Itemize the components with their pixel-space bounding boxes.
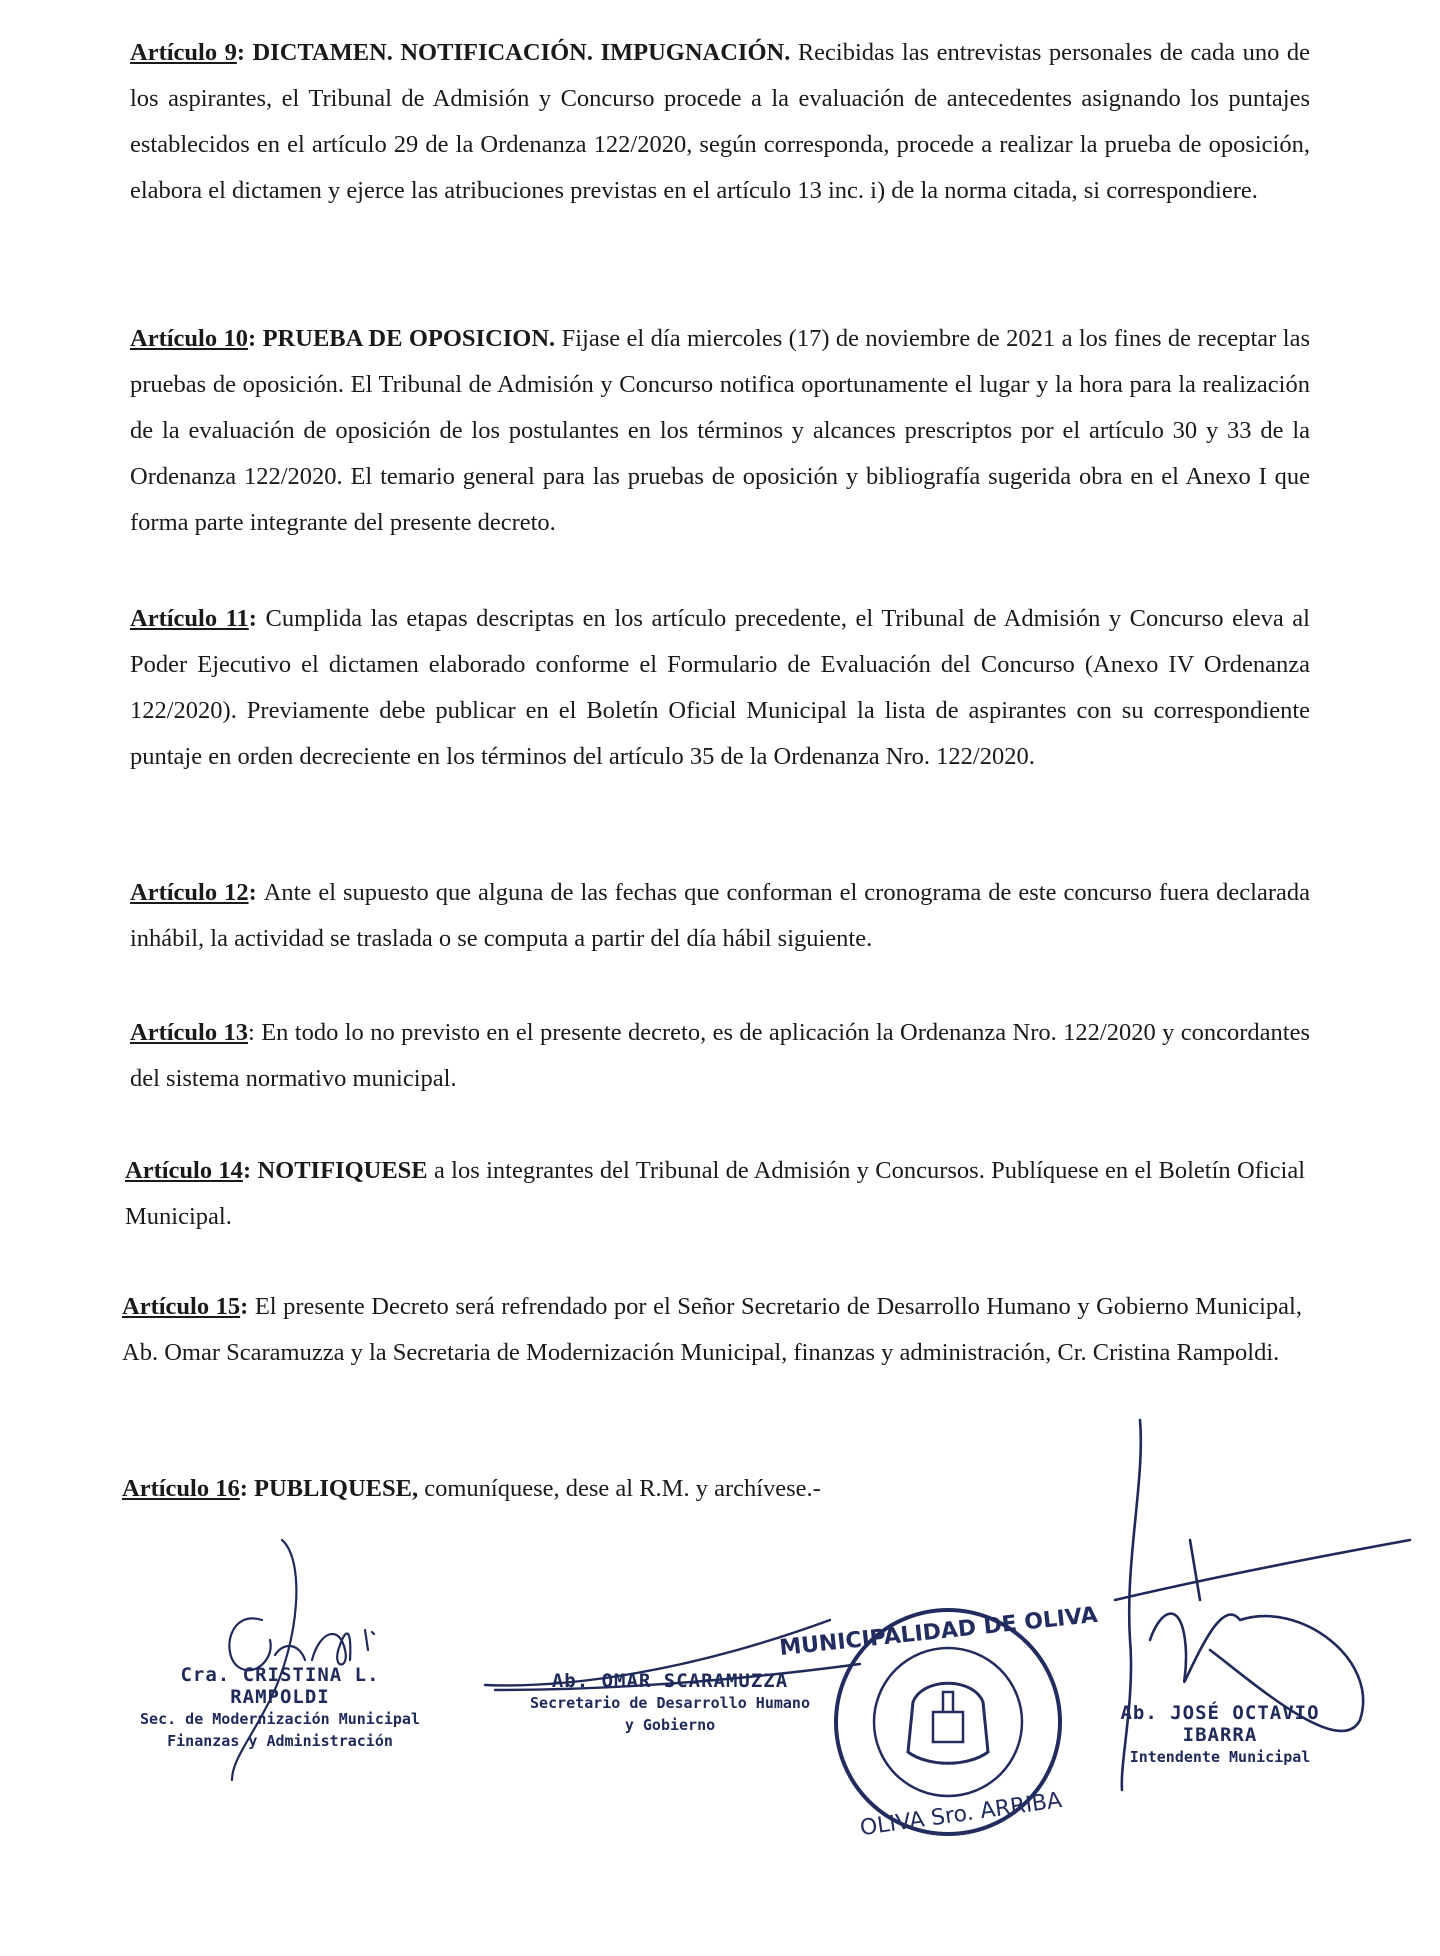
article-16-body: comuníquese, dese al R.M. y archívese.-	[424, 1475, 821, 1502]
article-10-body: Fijase el día miercoles (17) de noviembre de 2021 a los fines de receptar las pruebas de oposición. El Tribunal de Admisión y Concurso notifica oportunamente el lugar y la hora para la realización de la evaluación de oposición de los postulantes en los términos y alcances prescriptos por el artículo 30 y 33 de la Ordenanza 122/2020. El temario general para las pruebas de oposición y bibliografía sugerida obra en el Anexo I que forma parte integrante del presente decreto.	[130, 325, 1310, 536]
article-11-label: Artículo 11	[130, 605, 249, 632]
municipal-seal	[778, 1603, 1099, 1841]
ibarra-name: Ab. JOSÉ OCTAVIO IBARRA	[1120, 1702, 1320, 1746]
article-12: Artículo 12: Ante el supuesto que alguna de las fechas que conforman el cronograma de este concurso fuera declarada inhábil, la actividad se traslada o se computa a partir del día hábil siguiente.	[130, 879, 1310, 952]
article-9: Artículo 9: DICTAMEN. NOTIFICACIÓN. IMPUGNACIÓN. Recibidas las entrevistas personales de cada uno de los aspirantes, el Tribunal de Admisión y Concurso procede a la evaluación de antecedentes asignando los puntajes establecidos en el artículo 29 de la Ordenanza 122/2020, según corresponda, procede a realizar la prueba de oposición, elabora el dictamen y ejerce las atribuciones previstas en el artículo 13 inc. i) de la norma citada, si correspondiere.	[130, 39, 1311, 204]
article-15-body: El presente Decreto será refrendado por el Señor Secretario de Desarrollo Humano y Gobierno Municipal, Ab. Omar Scaramuzza y la Secretaria de Modernización Municipal, finanzas y administración, Cr. Cristina Rampoldi.	[122, 1293, 1302, 1366]
signature-block-rampoldi	[130, 1664, 430, 1752]
article-11-body: Cumplida las etapas descriptas en los artículo precedente, el Tribunal de Admisión y Concurso eleva al Poder Ejecutivo el dictamen elaborado conforme el Formulario de Evaluación del Concurso (Anexo IV Ordenanza 122/2020). Previamente debe publicar en el Boletín Oficial Municipal la lista de aspirantes con su correspondiente puntaje en orden decreciente en los términos del artículo 35 de la Ordenanza Nro. 122/2020.	[130, 605, 1310, 770]
signature-block-scaramuzza	[520, 1670, 820, 1736]
article-9-body: Recibidas las entrevistas personales de cada uno de los aspirantes, el Tribunal de Admisión y Concurso procede a la evaluación de antecedentes asignando los puntajes establecidos en el artículo 29 de la Ordenanza 122/2020, según corresponda, procede a realizar la prueba de oposición, elabora el dictamen y ejerce las atribuciones previstas en el artículo 13 inc. i) de la norma citada, si correspondiere.	[130, 39, 1311, 204]
article-16-label: Artículo 16	[122, 1475, 240, 1502]
rampoldi-title-1: Sec. de Modernización Municipal	[140, 1710, 420, 1728]
article-9-label: Artículo 9	[130, 39, 237, 66]
rampoldi-name: Cra. CRISTINA L. RAMPOLDI	[180, 1664, 380, 1708]
article-12-body: Ante el supuesto que alguna de las fechas que conforman el cronograma de este concurso fuera declarada inhábil, la actividad se traslada o se computa a partir del día hábil siguiente.	[130, 879, 1310, 952]
article-16-heading: PUBLIQUESE,	[254, 1475, 419, 1502]
article-10: Artículo 10: PRUEBA DE OPOSICION. Fijase el día miercoles (17) de noviembre de 2021 a los fines de receptar las pruebas de oposición. El Tribunal de Admisión y Concurso notifica oportunamente el lugar y la hora para la realización de la evaluación de oposición de los postulantes en los términos y alcances prescriptos por el artículo 30 y 33 de la Ordenanza 122/2020. El temario general para las pruebas de oposición y bibliografía sugerida obra en el Anexo I que forma parte integrante del presente decreto.	[130, 325, 1310, 536]
article-14-label: Artículo 14	[125, 1157, 243, 1184]
article-13-body: En todo lo no previsto en el presente decreto, es de aplicación la Ordenanza Nro. 122/2020 y concordantes del sistema normativo municipal.	[130, 1019, 1310, 1092]
ibarra-title-1: Intendente Municipal	[1129, 1748, 1311, 1766]
article-14: Artículo 14: NOTIFIQUESE a los integrantes del Tribunal de Admisión y Concursos. Publíquese en el Boletín Oficial Municipal.	[125, 1157, 1306, 1230]
scaramuzza-title-2: y Gobierno	[624, 1716, 716, 1734]
article-16: Artículo 16: PUBLIQUESE, comuníquese, dese al R.M. y archívese.-	[122, 1475, 821, 1502]
article-10-heading: PRUEBA DE OPOSICION.	[262, 325, 556, 352]
scaramuzza-title-1: Secretario de Desarrollo Humano	[530, 1694, 810, 1712]
seal-bottom-text: OLIVA Sro. ARRIBA	[858, 1788, 1064, 1842]
article-12-label: Artículo 12	[130, 879, 249, 906]
scaramuzza-name: Ab. OMAR SCARAMUZZA	[551, 1670, 789, 1692]
seal-top-text: MUNICIPALIDAD DE OLIVA	[778, 1602, 1099, 1662]
article-14-body: a los integrantes del Tribunal de Admisión y Concursos. Publíquese en el Boletín Oficial Municipal.	[125, 1157, 1306, 1230]
article-9-heading: DICTAMEN. NOTIFICACIÓN. IMPUGNACIÓN.	[252, 39, 791, 66]
article-15-label: Artículo 15	[122, 1293, 241, 1320]
article-14-heading: NOTIFIQUESE	[257, 1157, 428, 1184]
article-10-label: Artículo 10	[130, 325, 249, 352]
signature-block-ibarra	[1090, 1702, 1350, 1768]
article-11: Artículo 11: Cumplida las etapas descriptas en los artículo precedente, el Tribunal de Admisión y Concurso eleva al Poder Ejecutivo el dictamen elaborado conforme el Formulario de Evaluación del Concurso (Anexo IV Ordenanza 122/2020). Previamente debe publicar en el Boletín Oficial Municipal la lista de aspirantes con su correspondiente puntaje en orden decreciente en los términos del artículo 35 de la Ordenanza Nro. 122/2020.	[130, 605, 1310, 770]
article-13: Artículo 13: En todo lo no previsto en el presente decreto, es de aplicación la Ordenanza Nro. 122/2020 y concordantes del sistema normativo municipal.	[130, 1019, 1310, 1092]
rampoldi-title-2: Finanzas y Administración	[167, 1732, 393, 1750]
article-13-label: Artículo 13	[130, 1019, 248, 1046]
article-15: Artículo 15: El presente Decreto será refrendado por el Señor Secretario de Desarrollo Humano y Gobierno Municipal, Ab. Omar Scaramuzza y la Secretaria de Modernización Municipal, finanzas y administración, Cr. Cristina Rampoldi.	[122, 1293, 1302, 1366]
